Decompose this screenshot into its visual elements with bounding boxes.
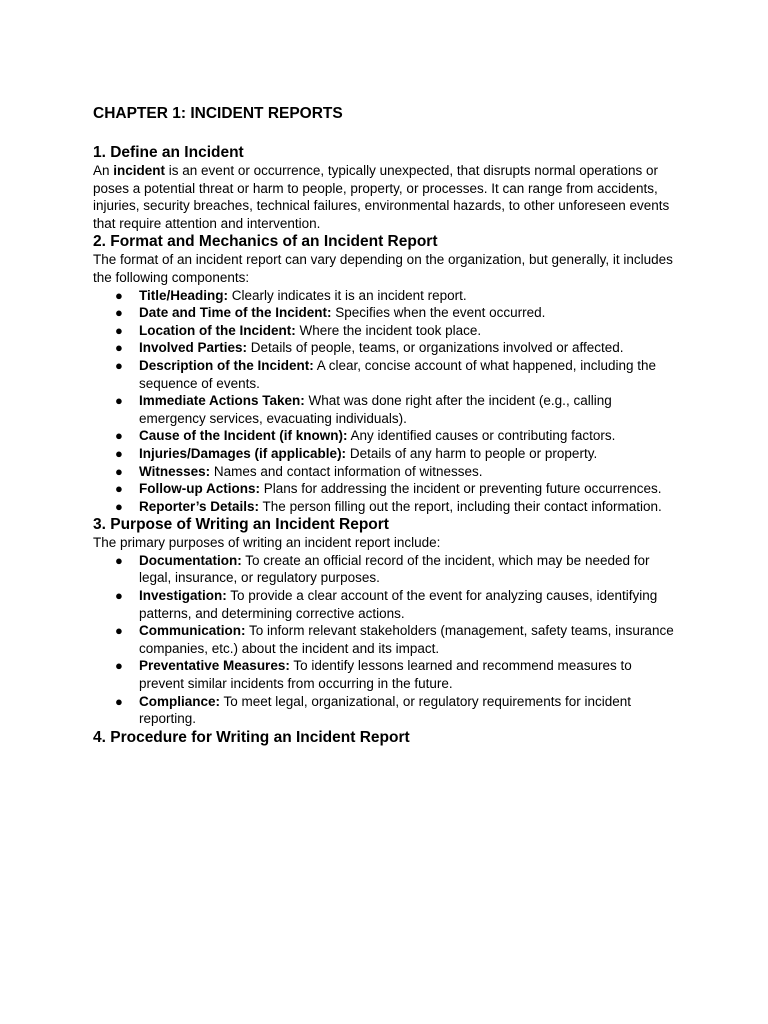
list-item-text: Names and contact information of witnesses. (210, 463, 483, 479)
bullet-icon: ● (115, 287, 123, 303)
list-item-text: To inform relevant stakeholders (management, safety teams, insurance companies, etc.) about the incident and its impact. (139, 623, 674, 656)
bullet-icon: ● (115, 445, 123, 461)
section-4-heading: 4. Procedure for Writing an Incident Report (93, 728, 410, 746)
list-item (93, 498, 678, 516)
bullet-icon: ● (115, 623, 123, 639)
list-item-text: Any identified causes or contributing factors. (347, 428, 616, 444)
list-item-label: Preventative Measures: (139, 658, 290, 674)
bullet-icon: ● (115, 305, 123, 321)
list-item-label: Involved Parties: (139, 340, 248, 356)
list-item-label: Location of the Incident: (139, 322, 296, 338)
section-3-list (93, 552, 678, 728)
list-item-text: Details of any harm to people or property. (346, 445, 598, 461)
list-item-label: Cause of the Incident (if known): (139, 428, 348, 444)
list-item-label: Compliance: (139, 693, 221, 709)
list-item-text: The person filling out the report, including their contact information. (259, 498, 662, 514)
section-1-para-prefix: An (93, 163, 114, 178)
bullet-icon: ● (115, 357, 123, 373)
list-item-label: Communication: (139, 623, 246, 639)
list-item-text: To identify lessons learned and recommend measures to prevent similar incidents from occurring in the future. (139, 658, 632, 692)
bullet-icon: ● (115, 463, 123, 479)
section-2-heading: 2. Format and Mechanics of an Incident Report (93, 233, 438, 251)
list-item-text: To create an official record of the incident, which may be needed for legal, insurance, or regulatory purposes. (139, 552, 650, 586)
list-item (93, 445, 678, 463)
list-item-label: Title/Heading: (139, 287, 229, 303)
list-item-text: To meet legal, organizational, or regulatory requirements for incident reporting. (139, 693, 631, 727)
section-2-list (93, 287, 678, 516)
bullet-icon: ● (115, 340, 123, 356)
list-item (93, 463, 678, 481)
list-item (93, 587, 678, 622)
list-item-label: Injuries/Damages (if applicable): (139, 445, 347, 461)
list-item-label: Investigation: (139, 588, 227, 604)
section-1-para-bold: incident (113, 163, 166, 178)
list-item-text: Clearly indicates it is an incident report. (228, 287, 467, 303)
list-item-text: Specifies when the event occurred. (331, 305, 546, 321)
list-item (93, 427, 678, 445)
bullet-icon: ● (115, 481, 123, 497)
list-item-text: Plans for addressing the incident or preventing future occurrences. (259, 481, 662, 497)
list-item (93, 287, 678, 305)
list-item-text: A clear, concise account of what happened, including the sequence of events. (139, 357, 657, 391)
list-item (93, 304, 678, 322)
list-item-text: To provide a clear account of the event for analyzing causes, identifying patterns, and determining corrective actions. (139, 588, 658, 621)
list-item-label: Description of the Incident: (139, 357, 314, 373)
list-item-text: Where the incident took place. (295, 322, 482, 338)
list-item (93, 552, 678, 587)
list-item-label: Immediate Actions Taken: (139, 393, 305, 409)
list-item-label: Follow-up Actions: (139, 481, 260, 497)
bullet-icon: ● (115, 428, 123, 444)
list-item (93, 357, 678, 392)
bullet-icon: ● (115, 498, 123, 514)
list-item-label: Date and Time of the Incident: (139, 305, 332, 321)
list-item-text: Details of people, teams, or organizations involved or affected. (247, 340, 624, 356)
bullet-icon: ● (115, 658, 123, 674)
list-item (93, 392, 678, 427)
list-item-label: Reporter’s Details: (139, 498, 260, 514)
list-item-text: What was done right after the incident (e.g., calling emergency services, evacuating individuals). (139, 393, 612, 426)
list-item (93, 322, 678, 340)
bullet-icon: ● (115, 322, 123, 338)
section-2-intro: The format of an incident report can vary depending on the organization, but generally, it includes the following components: (93, 252, 673, 285)
section-3-heading: 3. Purpose of Writing an Incident Report (93, 516, 389, 534)
section-1-heading: 1. Define an Incident (93, 144, 244, 161)
section-3-intro: The primary purposes of writing an incident report include: (93, 535, 441, 551)
chapter-title: CHAPTER 1: INCIDENT REPORTS (93, 105, 343, 122)
list-item (93, 339, 678, 357)
list-item-label: Documentation: (139, 552, 242, 568)
section-1-para-rest: is an event or occurrence, typically unexpected, that disrupts normal operations or poses a potential threat or harm to people, property, or processes. It can range from accidents, injuries, security breaches, technical failures, environmental hazards, to other unforeseen events that require attention and intervention. (93, 163, 670, 231)
list-item-label: Witnesses: (139, 463, 211, 479)
list-item (93, 622, 678, 657)
bullet-icon: ● (115, 393, 123, 409)
list-item (93, 480, 678, 498)
bullet-icon: ● (115, 693, 123, 709)
bullet-icon: ● (115, 588, 123, 604)
list-item (93, 693, 678, 728)
list-item (93, 657, 678, 692)
section-1-paragraph (93, 162, 678, 232)
bullet-icon: ● (115, 552, 123, 568)
